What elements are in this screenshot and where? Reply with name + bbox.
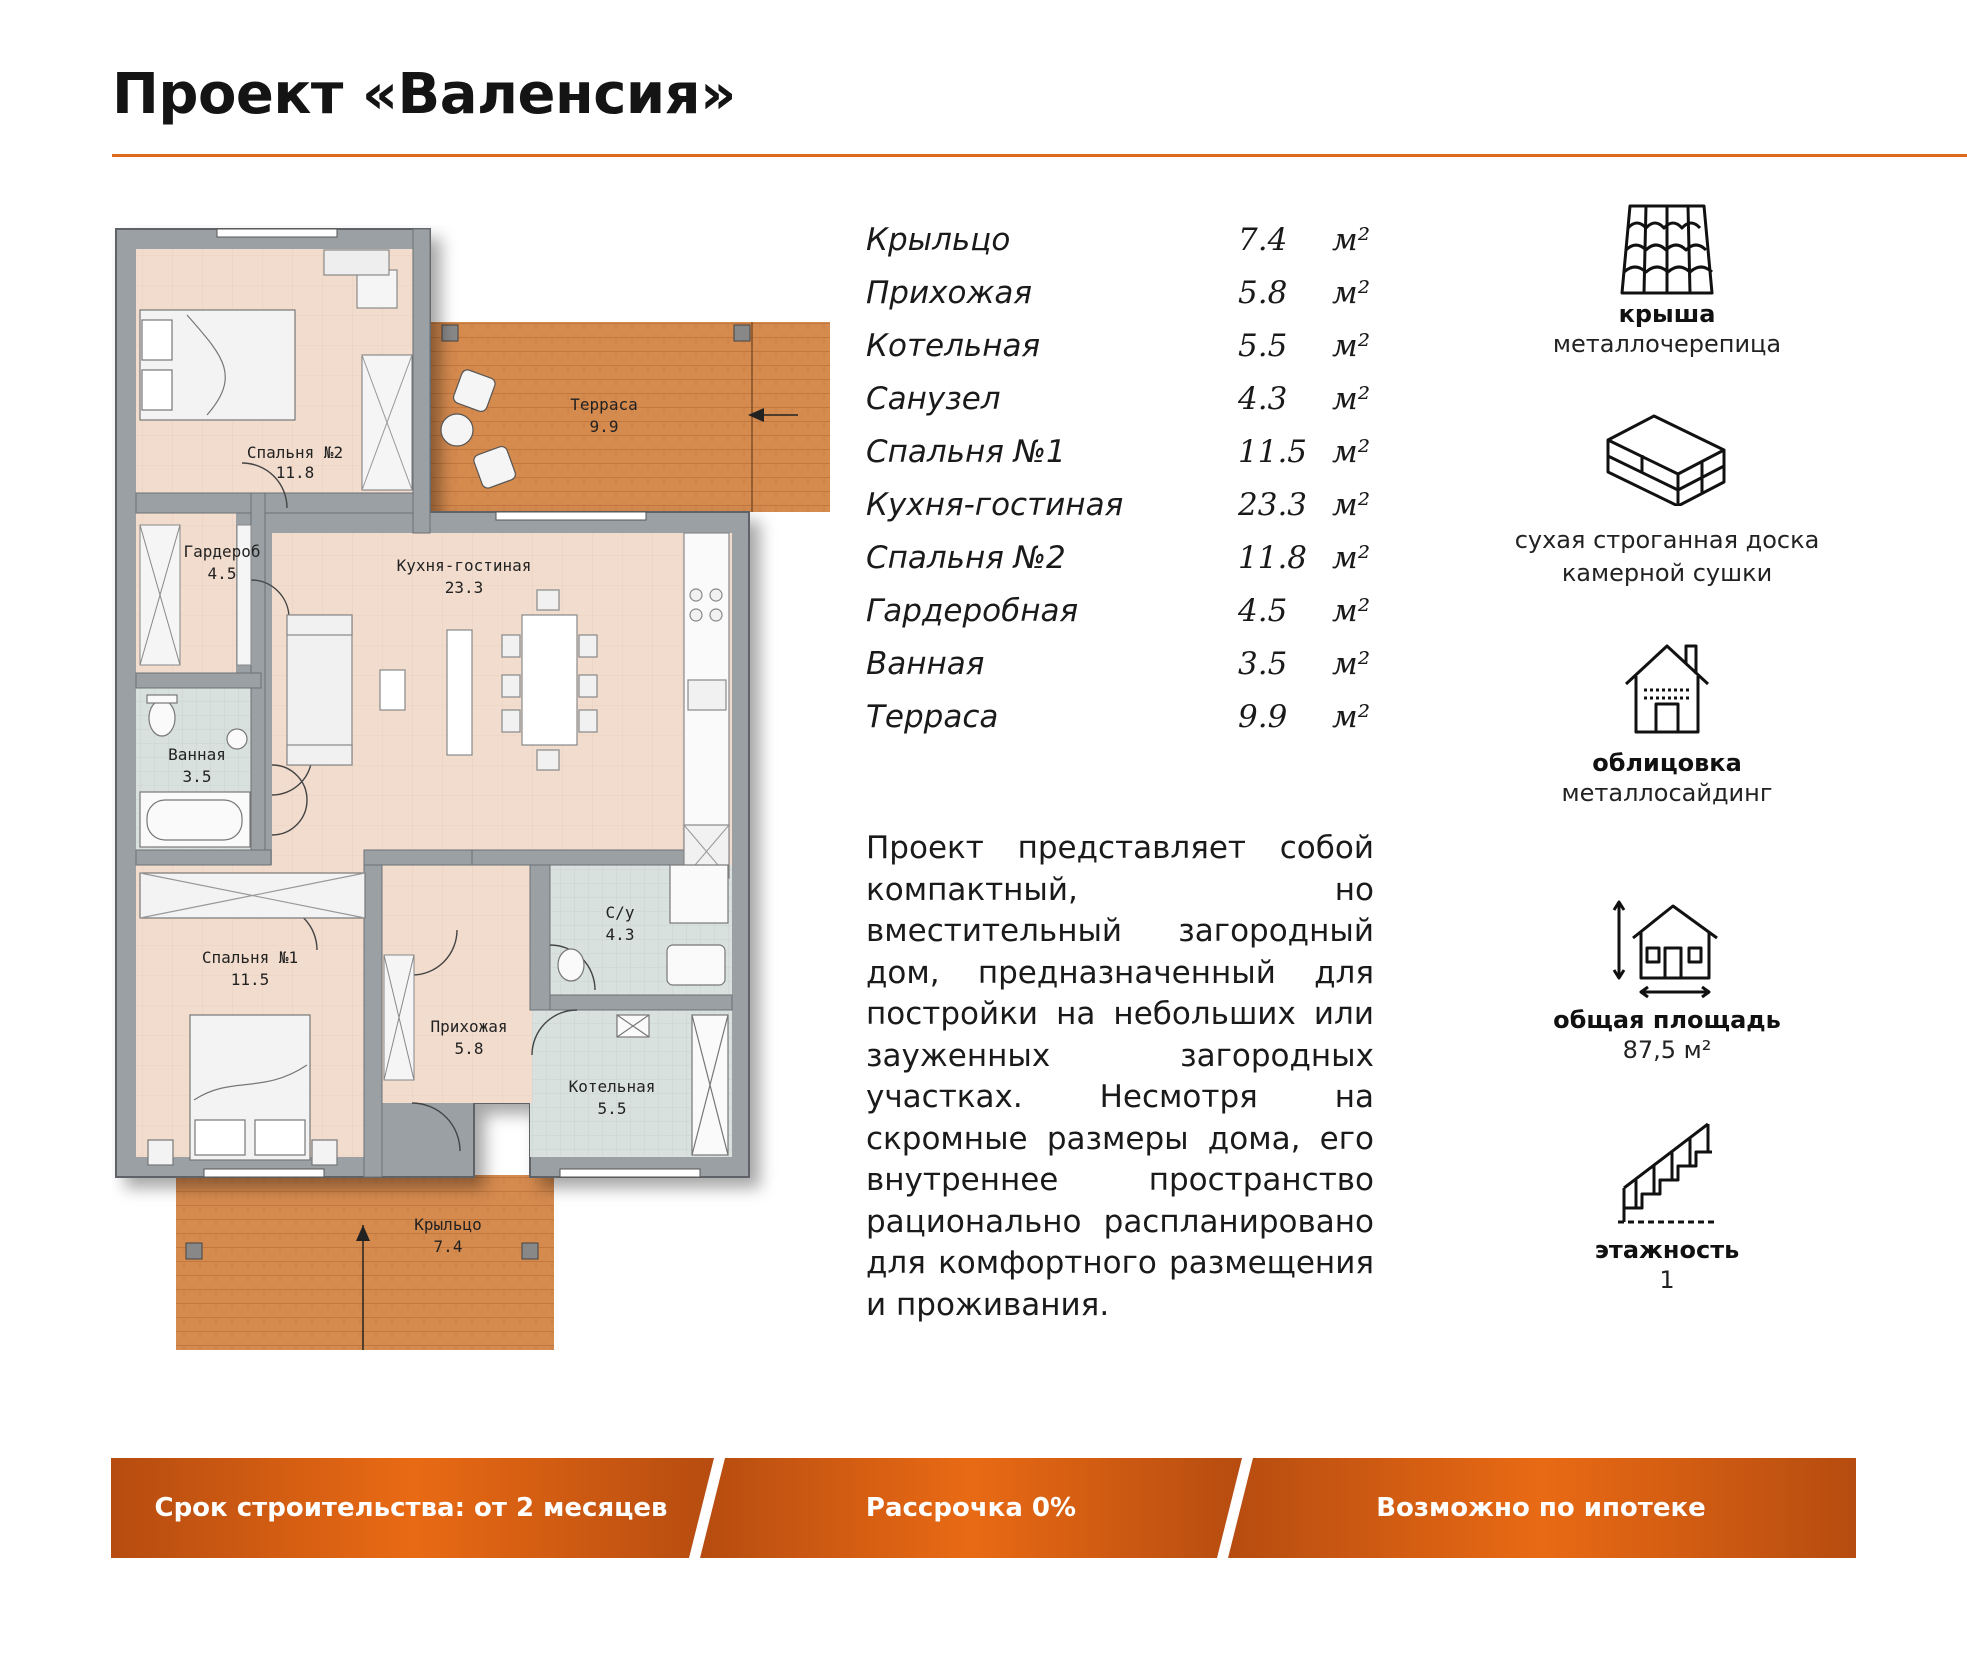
banner-installment: Рассрочка 0% xyxy=(865,1493,1077,1523)
spec-total-area-value: 87,5 м² xyxy=(1622,1036,1712,1064)
room-area-bedroom-2: 11.8 xyxy=(275,463,315,482)
room-label-hallway: Прихожая xyxy=(430,1017,508,1036)
room-label-bedroom-1: Спальня №1 xyxy=(201,948,299,967)
spec-floors-label: этажность xyxy=(1594,1236,1740,1264)
room-area-kitchen-living: 23.3 xyxy=(444,578,484,597)
spec-total-area-label: общая площадь xyxy=(1553,1006,1781,1034)
room-label-kitchen-living: Кухня-гостиная xyxy=(396,556,532,575)
room-area-wardrobe: 4.5 xyxy=(207,564,237,583)
house-dimensions-icon xyxy=(1611,898,1723,1000)
info-banner xyxy=(111,1458,1856,1558)
room-area-wc: 4.3 xyxy=(605,925,635,944)
spec-floors xyxy=(1452,1118,1882,1297)
spec-wood xyxy=(1452,410,1882,590)
area-row: Санузел 4.3 м² xyxy=(866,381,1371,417)
area-row: Терраса 9.9 м² xyxy=(866,699,1371,735)
spec-cladding-value: металлосайдинг xyxy=(1561,779,1773,807)
room-area-bedroom-1: 11.5 xyxy=(230,970,270,989)
room-label-wardrobe: Гардероб xyxy=(183,542,261,561)
area-row: Прихожая 5.8 м² xyxy=(866,275,1371,311)
spec-total-area xyxy=(1452,898,1882,1067)
floor-plan xyxy=(112,225,832,1355)
spec-roof-value: металлочерепица xyxy=(1552,330,1782,358)
room-label-wc: С/у xyxy=(605,903,635,922)
spec-cladding xyxy=(1452,640,1882,810)
title-underline xyxy=(112,154,1967,157)
spec-wood-value-2: камерной сушки xyxy=(1561,559,1773,587)
room-area-porch: 7.4 xyxy=(433,1237,463,1256)
lumber-icon xyxy=(1602,410,1732,506)
area-row: Котельная 5.5 м² xyxy=(866,328,1371,364)
room-area-boiler: 5.5 xyxy=(597,1099,627,1118)
area-row: Крыльцо 7.4 м² xyxy=(866,222,1371,258)
spec-cladding-label: облицовка xyxy=(1592,749,1742,777)
page-title: Проект «Валенсия» xyxy=(112,62,736,127)
house-siding-icon xyxy=(1622,640,1712,735)
room-label-boiler: Котельная xyxy=(568,1077,656,1096)
room-label-porch: Крыльцо xyxy=(414,1215,482,1234)
banner-mortgage: Возможно по ипотеке xyxy=(1376,1493,1706,1523)
room-label-bedroom-2: Спальня №2 xyxy=(246,443,344,462)
spec-wood-value-1: сухая строганная доска xyxy=(1514,526,1820,554)
area-table xyxy=(866,222,1386,752)
room-label-bathroom: Ванная xyxy=(168,745,226,764)
roof-tile-icon xyxy=(1612,198,1722,298)
area-row: Спальня №2 11.8 м² xyxy=(866,540,1371,576)
spec-roof-label: крыша xyxy=(1618,300,1716,328)
staircase-icon xyxy=(1612,1118,1722,1228)
area-row: Гардеробная 4.5 м² xyxy=(866,593,1371,629)
project-description: Проект представляет собой компактный, но вместительный загородный дом, предназначенный для постройки на небольших или зауженных загородных участках. Несмотря на скромные размеры дома, его внутреннее пространство рационально распланировано для комфортного размещения и проживания. xyxy=(866,830,1374,1323)
room-area-hallway: 5.8 xyxy=(454,1039,484,1058)
room-area-terrace: 9.9 xyxy=(589,417,619,436)
bed-2 xyxy=(140,310,295,420)
area-row: Ванная 3.5 м² xyxy=(866,646,1371,682)
spec-floors-value: 1 xyxy=(1659,1266,1675,1294)
room-label-terrace: Терраса xyxy=(570,395,638,414)
porch-deck xyxy=(176,1175,554,1350)
area-row: Спальня №1 11.5 м² xyxy=(866,434,1371,470)
spec-roof xyxy=(1452,198,1882,361)
banner-construction-time: Срок строительства: от 2 месяцев xyxy=(154,1493,668,1523)
area-row: Кухня-гостиная 23.3 м² xyxy=(866,487,1371,523)
room-area-bathroom: 3.5 xyxy=(182,767,212,786)
